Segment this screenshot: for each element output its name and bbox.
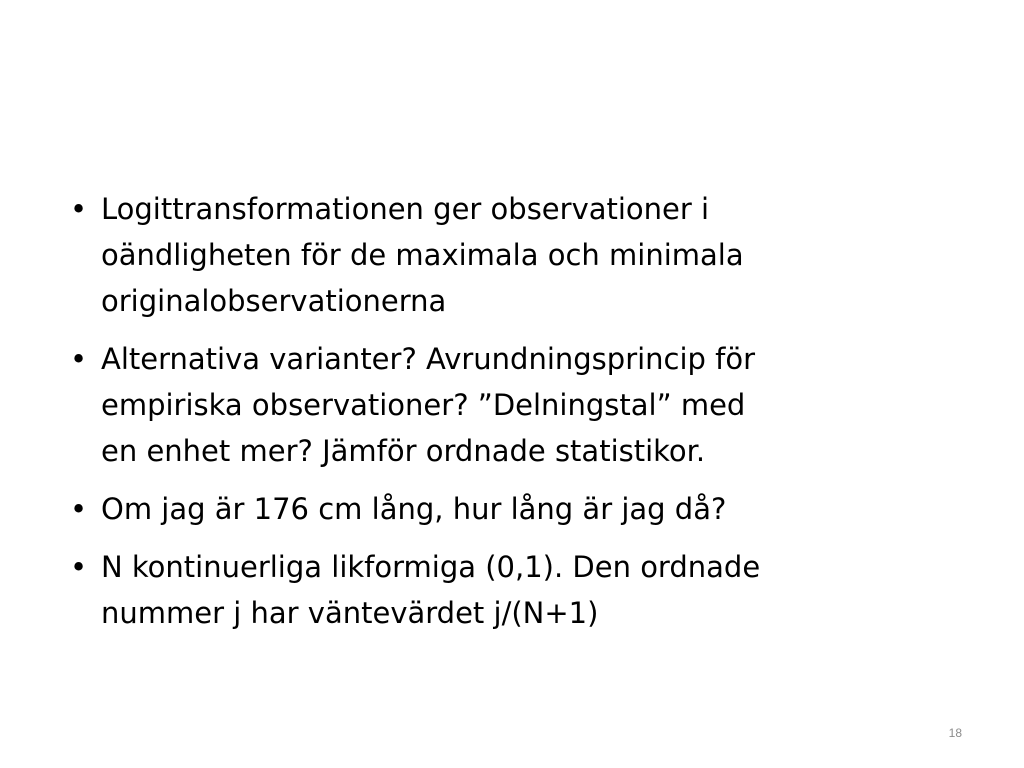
- bullet-dot-icon: •: [70, 192, 88, 226]
- bullet-text: Om jag är 176 cm lång, hur lång är jag då?: [101, 492, 727, 526]
- page-number: 18: [948, 726, 962, 740]
- bullet-item-4: [62, 544, 962, 636]
- bullet-dot-icon: •: [70, 342, 88, 376]
- bullet-item-3: [62, 486, 962, 532]
- bullet-dot-icon: •: [70, 492, 88, 526]
- bullet-text: N kontinuerliga likformiga (0,1). Den ordnade nummer j har väntevärdet j/(N+1): [101, 550, 761, 630]
- bullet-list: [62, 186, 962, 648]
- bullet-dot-icon: •: [70, 550, 88, 584]
- bullet-item-2: [62, 336, 962, 474]
- bullet-text: Logittransformationen ger observationer i oändligheten för de maximala och minimala originalobservationerna: [101, 192, 744, 318]
- bullet-text: Alternativa varianter? Avrundningsprincip för empiriska observationer? ”Delningstal” med en enhet mer? Jämför ordnade statistikor.: [101, 342, 756, 468]
- bullet-item-1: [62, 186, 962, 324]
